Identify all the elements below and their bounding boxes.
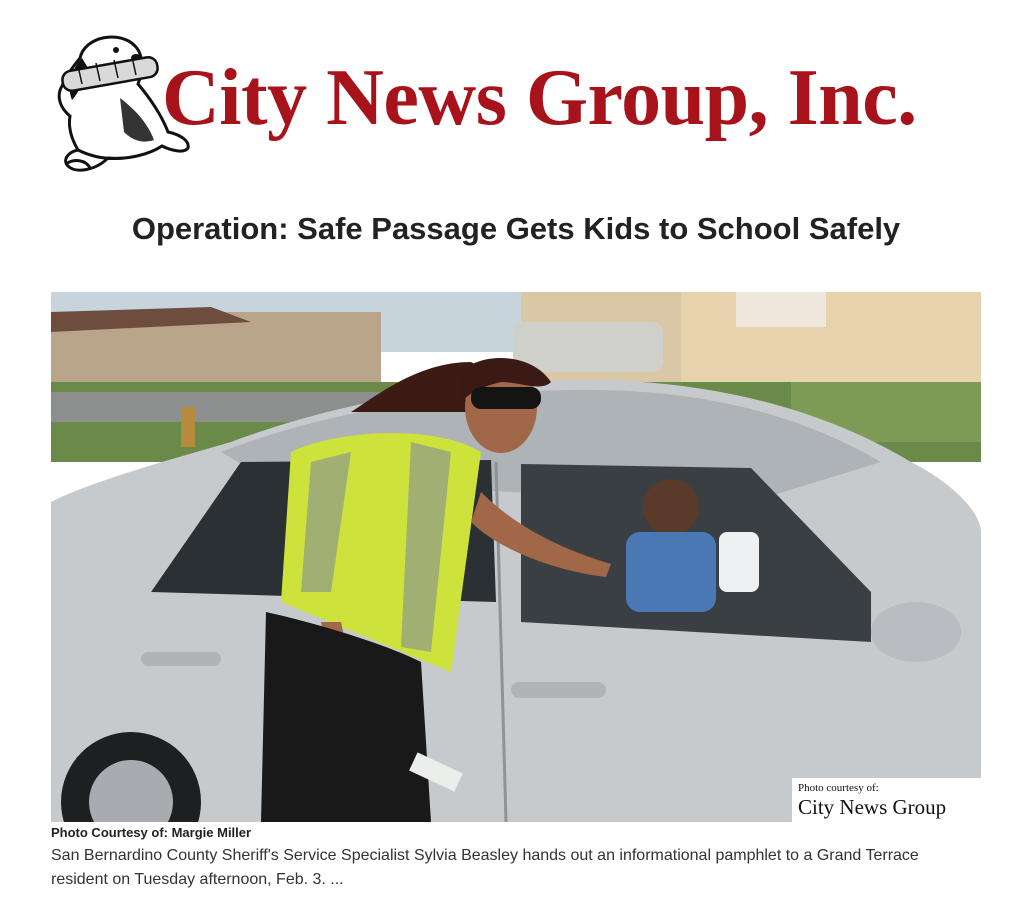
photo-credit: Photo Courtesy of: Margie Miller — [51, 825, 252, 840]
photo-caption: San Bernardino County Sheriff's Service Specialist Sylvia Beasley hands out an informational pamphlet to a Grand Terrace resident on Tuesday afternoon, Feb. 3. ... — [51, 847, 919, 888]
brand-name: City News Group, Inc. — [162, 54, 917, 142]
article-headline: Operation: Safe Passage Gets Kids to School Safely — [131, 211, 901, 246]
masthead — [50, 28, 980, 173]
article-photo — [51, 292, 981, 822]
watermark-line2: City News Group — [798, 795, 947, 819]
photo-watermark — [792, 778, 981, 822]
watermark-line1: Photo courtesy of: — [798, 782, 879, 794]
